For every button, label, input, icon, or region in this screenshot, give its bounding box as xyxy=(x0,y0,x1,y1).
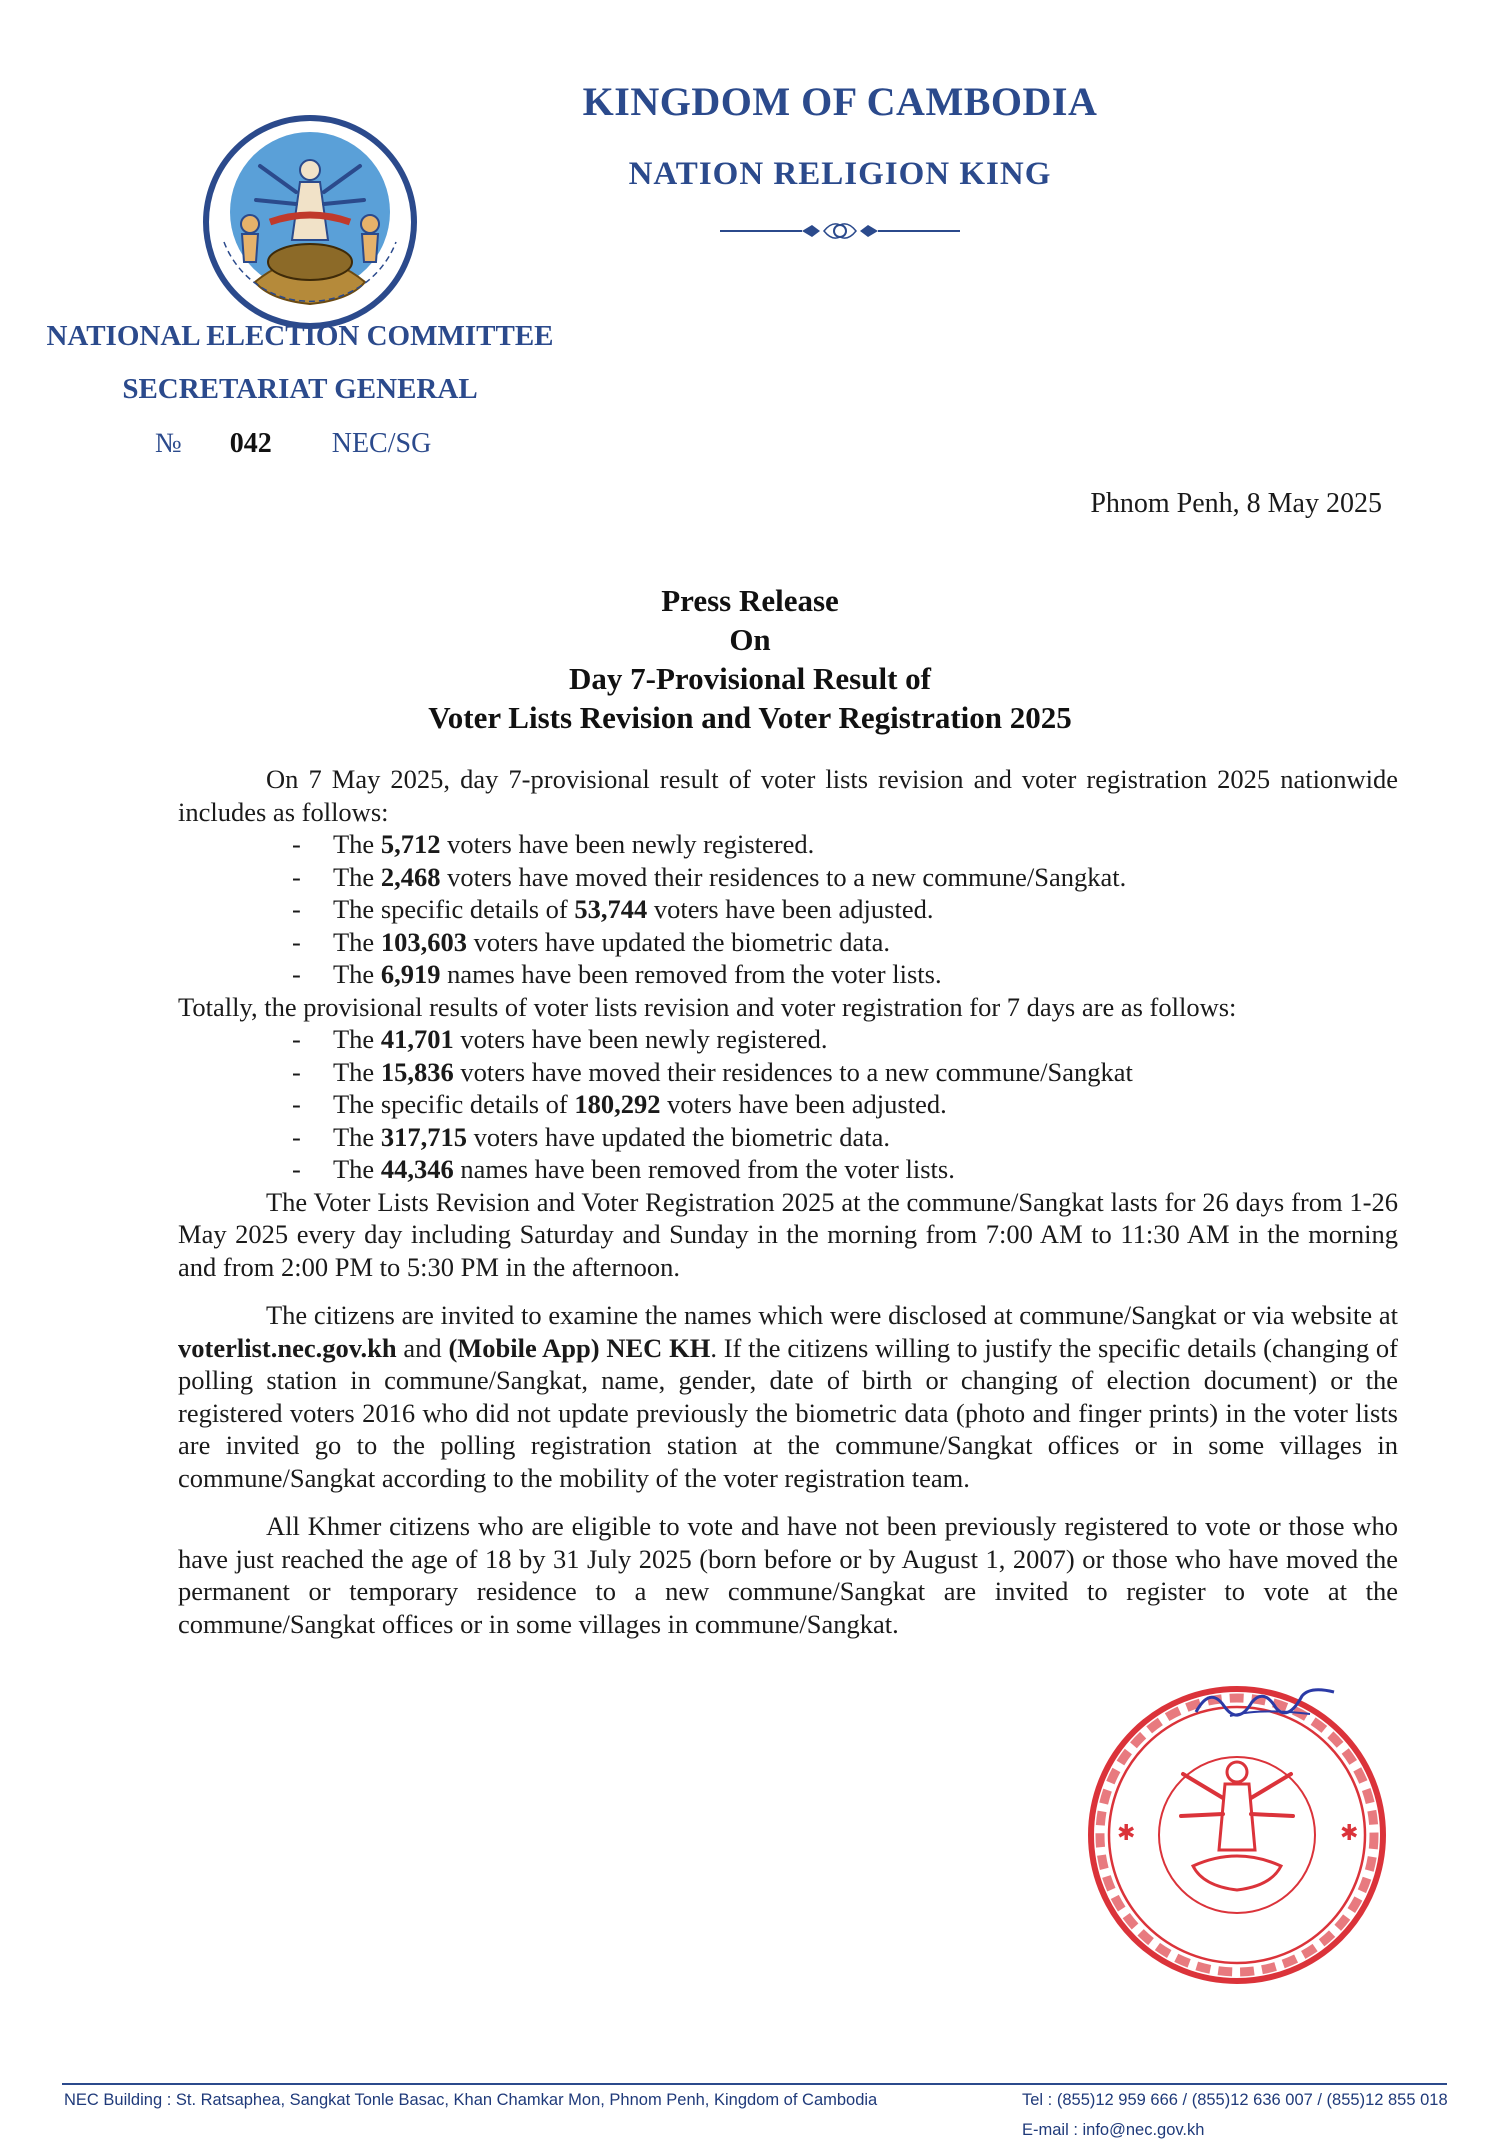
footer-address: NEC Building : St. Ratsaphea, Sangkat Tonle Basac, Khan Chamkar Mon, Phnom Penh, Kingdom of Cambodia xyxy=(64,2091,878,2109)
signature-mark xyxy=(1190,1678,1340,1728)
list-item: - The 15,836 voters have moved their residences to a new commune/Sangkat xyxy=(178,1056,1398,1089)
invitation-paragraph: The citizens are invited to examine the names which were disclosed at commune/Sangkat or via website at voterlist.nec.gov.kh and (Mobile App) NEC KH. If the citizens willing to justify the specific details (changing of polling station in commune/Sangkat, name, gender, date of birth or changing of election document) or the registered voters 2016 who did not update previously the biometric data (photo and finger prints) in the voter lists are invited go to the polling registration station at the commune/Sangkat offices or in some villages in commune/Sangkat according to the mobility of the voter registration team. xyxy=(178,1300,1398,1493)
press-release-body xyxy=(178,763,1398,1640)
reference-suffix: NEC/SG xyxy=(331,428,432,459)
mobile-app-name: (Mobile App) NEC KH xyxy=(448,1332,711,1363)
closing-paragraph: All Khmer citizens who are eligible to vote and have not been previously registered to vote or those who have just reached the age of 18 by 31 July 2025 (born before or by August 1, 2007) or those who have moved the permanent or temporary residence to a new commune/Sangkat are invited to register to vote at the commune/Sangkat offices or in some villages in commune/Sangkat. xyxy=(178,1511,1398,1639)
list-item: - The specific details of 180,292 voters have been adjusted. xyxy=(178,1088,1398,1121)
title-line-3: Day 7-Provisional Result of xyxy=(569,661,931,696)
footer-telephone: Tel : (855)12 959 666 / (855)12 636 007 / (855)12 855 018 xyxy=(1022,2091,1448,2109)
title-line-2: On xyxy=(729,622,771,657)
title-line-1: Press Release xyxy=(661,583,839,618)
national-motto: NATION RELIGION KING xyxy=(628,156,1052,192)
list-item: - The 103,603 voters have updated the biometric data. xyxy=(178,926,1398,959)
footer-email: E-mail : info@nec.gov.kh xyxy=(1022,2121,1205,2139)
schedule-paragraph: The Voter Lists Revision and Voter Registration 2025 at the commune/Sangkat lasts for 26 days from 1-26 May 2025 every day including Saturday and Sunday in the morning from 7:00 AM to 11:30 AM in the morning and from 2:00 PM to 5:30 PM in the afternoon. xyxy=(178,1186,1398,1282)
title-line-4: Voter Lists Revision and Voter Registration 2025 xyxy=(428,700,1072,735)
list-item: - The 317,715 voters have updated the biometric data. xyxy=(178,1121,1398,1154)
organization-subdivision: SECRETARIAT GENERAL xyxy=(122,373,478,405)
reference-prefix: № xyxy=(155,428,182,459)
kingdom-heading: KINGDOM OF CAMBODIA xyxy=(582,79,1098,124)
website-link: voterlist.nec.gov.kh xyxy=(178,1332,397,1363)
footer-divider xyxy=(62,2083,1447,2085)
nec-emblem-logo xyxy=(200,112,420,332)
reference-number xyxy=(155,428,431,460)
list-item: - The 6,919 names have been removed from the voter lists. xyxy=(178,958,1398,991)
total-results-list xyxy=(178,1023,1398,1186)
document-date: Phnom Penh, 8 May 2025 xyxy=(1090,488,1382,519)
list-item: - The 41,701 voters have been newly registered. xyxy=(178,1023,1398,1056)
list-item: - The 2,468 voters have moved their residences to a new commune/Sangkat. xyxy=(178,861,1398,894)
svg-text:✱: ✱ xyxy=(1340,1821,1359,1846)
totals-intro: Totally, the provisional results of voter lists revision and voter registration for 7 days are as follows: xyxy=(178,991,1237,1022)
list-item: - The 5,712 voters have been newly registered. xyxy=(178,828,1398,861)
ornament-divider-icon xyxy=(720,216,960,246)
day7-results-list xyxy=(178,828,1398,991)
list-item: - The specific details of 53,744 voters have been adjusted. xyxy=(178,893,1398,926)
list-item: - The 44,346 names have been removed from the voter lists. xyxy=(178,1153,1398,1186)
reference-number-value: 042 xyxy=(229,428,272,459)
intro-paragraph: On 7 May 2025, day 7-provisional result of voter lists revision and voter registration 2025 nationwide includes as follows: xyxy=(178,764,1398,827)
organization-name: NATIONAL ELECTION COMMITTEE xyxy=(46,320,554,352)
svg-text:✱: ✱ xyxy=(1117,1821,1136,1846)
